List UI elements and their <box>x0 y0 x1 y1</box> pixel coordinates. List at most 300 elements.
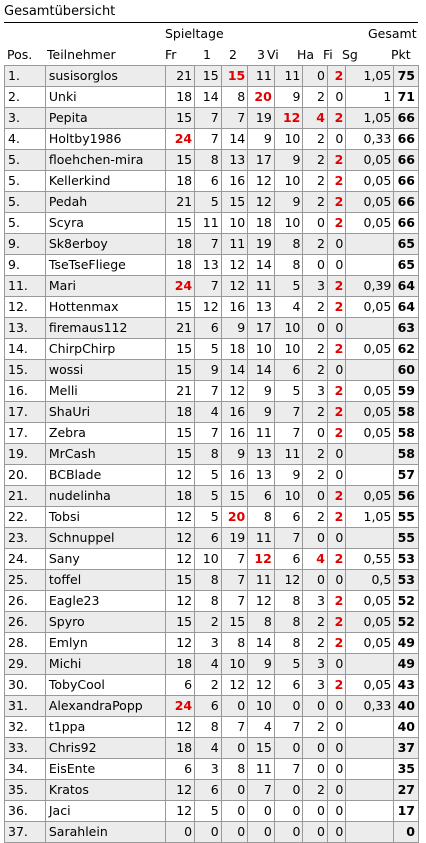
vi-cell: 12 <box>274 570 303 591</box>
fi-cell: 2 <box>327 171 345 192</box>
fi-cell: 2 <box>327 192 345 213</box>
vi-cell: 9 <box>274 150 303 171</box>
header-sg: Sg <box>342 47 358 62</box>
table-row <box>5 360 419 381</box>
points-total: 63 <box>394 318 419 339</box>
vi-cell: 10 <box>274 486 303 507</box>
sheet-title: Gesamtübersicht <box>4 4 116 19</box>
s3-cell: 20 <box>248 87 275 108</box>
fi-cell: 0 <box>327 822 345 843</box>
fr-cell: 12 <box>166 633 195 654</box>
fr-cell: 18 <box>166 234 195 255</box>
points-total: 56 <box>394 486 419 507</box>
fi-cell: 2 <box>327 276 345 297</box>
table-row <box>5 297 419 318</box>
s2-cell: 0 <box>221 780 248 801</box>
s1-cell: 8 <box>195 591 222 612</box>
fr-cell: 18 <box>166 87 195 108</box>
s2-cell: 15 <box>221 66 248 87</box>
table-row <box>5 801 419 822</box>
fr-cell: 24 <box>166 129 195 150</box>
participant-name: EisEnte <box>45 759 166 780</box>
position-cell: 24. <box>5 549 46 570</box>
s3-cell: 4 <box>248 717 275 738</box>
points-total: 49 <box>394 654 419 675</box>
ha-cell: 4 <box>303 549 328 570</box>
vi-cell: 0 <box>274 801 303 822</box>
fr-cell: 0 <box>166 822 195 843</box>
fr-cell: 18 <box>166 654 195 675</box>
ha-cell: 2 <box>303 171 328 192</box>
s2-cell: 8 <box>221 759 248 780</box>
table-row <box>5 591 419 612</box>
table-row <box>5 255 419 276</box>
position-cell: 25. <box>5 570 46 591</box>
points-total: 65 <box>394 255 419 276</box>
sg-cell <box>346 444 394 465</box>
s2-cell: 16 <box>221 297 248 318</box>
table-row <box>5 276 419 297</box>
table-row <box>5 339 419 360</box>
participant-name: Unki <box>45 87 166 108</box>
position-cell: 33. <box>5 738 46 759</box>
participant-name: BCBlade <box>45 465 166 486</box>
table-row <box>5 780 419 801</box>
sg-cell <box>346 780 394 801</box>
fr-cell: 15 <box>166 150 195 171</box>
sg-cell: 0,05 <box>346 486 394 507</box>
fi-cell: 0 <box>327 465 345 486</box>
vi-cell: 8 <box>274 612 303 633</box>
table-row <box>5 171 419 192</box>
participant-name: AlexandraPopp <box>45 696 166 717</box>
vi-cell: 7 <box>274 528 303 549</box>
header-gesamt: Gesamt <box>368 26 417 41</box>
s1-cell: 8 <box>195 717 222 738</box>
ha-cell: 2 <box>303 444 328 465</box>
vi-cell: 9 <box>274 192 303 213</box>
s3-cell: 11 <box>248 759 275 780</box>
header-fr: Fr <box>165 47 177 62</box>
participant-name: Spyro <box>45 612 166 633</box>
s1-cell: 3 <box>195 633 222 654</box>
vi-cell: 10 <box>274 171 303 192</box>
participant-name: Schnuppel <box>45 528 166 549</box>
points-total: 57 <box>394 465 419 486</box>
s1-cell: 10 <box>195 549 222 570</box>
points-total: 17 <box>394 801 419 822</box>
s1-cell: 12 <box>195 297 222 318</box>
sg-cell: 1 <box>346 87 394 108</box>
s1-cell: 7 <box>195 108 222 129</box>
participant-name: Michi <box>45 654 166 675</box>
vi-cell: 6 <box>274 360 303 381</box>
fr-cell: 12 <box>166 717 195 738</box>
standings-table <box>4 65 419 843</box>
position-cell: 32. <box>5 717 46 738</box>
sg-cell <box>346 318 394 339</box>
fr-cell: 24 <box>166 696 195 717</box>
s3-cell: 11 <box>248 276 275 297</box>
points-total: 53 <box>394 570 419 591</box>
position-cell: 15. <box>5 360 46 381</box>
points-total: 64 <box>394 297 419 318</box>
title-underline <box>4 22 418 23</box>
s1-cell: 13 <box>195 255 222 276</box>
position-cell: 3. <box>5 108 46 129</box>
ha-cell: 2 <box>303 402 328 423</box>
s3-cell: 12 <box>248 171 275 192</box>
s1-cell: 7 <box>195 129 222 150</box>
ha-cell: 2 <box>303 339 328 360</box>
fi-cell: 0 <box>327 87 345 108</box>
fi-cell: 2 <box>327 339 345 360</box>
points-total: 58 <box>394 402 419 423</box>
position-cell: 36. <box>5 801 46 822</box>
s1-cell: 6 <box>195 528 222 549</box>
position-cell: 37. <box>5 822 46 843</box>
s2-cell: 16 <box>221 465 248 486</box>
s1-cell: 5 <box>195 339 222 360</box>
header-spieltag-3: 3 <box>257 47 265 62</box>
sg-cell <box>346 528 394 549</box>
sg-cell: 0,05 <box>346 297 394 318</box>
points-total: 62 <box>394 339 419 360</box>
position-cell: 19. <box>5 444 46 465</box>
fi-cell: 0 <box>327 780 345 801</box>
s3-cell: 12 <box>248 675 275 696</box>
participant-name: Pepita <box>45 108 166 129</box>
fr-cell: 21 <box>166 192 195 213</box>
table-row <box>5 465 419 486</box>
position-cell: 23. <box>5 528 46 549</box>
ha-cell: 0 <box>303 738 328 759</box>
header-fi: Fi <box>323 47 333 62</box>
s2-cell: 0 <box>221 801 248 822</box>
sg-cell: 1,05 <box>346 108 394 129</box>
s2-cell: 8 <box>221 633 248 654</box>
participant-name: Chris92 <box>45 738 166 759</box>
fi-cell: 2 <box>327 549 345 570</box>
fr-cell: 21 <box>166 66 195 87</box>
s2-cell: 7 <box>221 591 248 612</box>
points-total: 0 <box>394 822 419 843</box>
fi-cell: 0 <box>327 234 345 255</box>
sg-cell: 0,05 <box>346 339 394 360</box>
s2-cell: 7 <box>221 570 248 591</box>
position-cell: 17. <box>5 402 46 423</box>
sg-cell: 1,05 <box>346 66 394 87</box>
s2-cell: 7 <box>221 549 248 570</box>
fi-cell: 2 <box>327 297 345 318</box>
fi-cell: 0 <box>327 255 345 276</box>
fr-cell: 18 <box>166 402 195 423</box>
fr-cell: 12 <box>166 780 195 801</box>
points-total: 49 <box>394 633 419 654</box>
table-row <box>5 612 419 633</box>
position-cell: 4. <box>5 129 46 150</box>
points-total: 65 <box>394 234 419 255</box>
points-total: 75 <box>394 66 419 87</box>
table-row <box>5 696 419 717</box>
ha-cell: 3 <box>303 675 328 696</box>
points-total: 55 <box>394 528 419 549</box>
fr-cell: 15 <box>166 360 195 381</box>
sg-cell: 0,05 <box>346 171 394 192</box>
participant-name: Kratos <box>45 780 166 801</box>
sg-cell: 0,05 <box>346 591 394 612</box>
table-row <box>5 486 419 507</box>
s1-cell: 4 <box>195 654 222 675</box>
sg-cell <box>346 717 394 738</box>
participant-name: Sany <box>45 549 166 570</box>
table-row <box>5 108 419 129</box>
sg-cell: 0,05 <box>346 150 394 171</box>
ha-cell: 2 <box>303 360 328 381</box>
fr-cell: 15 <box>166 423 195 444</box>
fr-cell: 12 <box>166 549 195 570</box>
vi-cell: 8 <box>274 633 303 654</box>
table-row <box>5 528 419 549</box>
s2-cell: 10 <box>221 213 248 234</box>
s3-cell: 14 <box>248 360 275 381</box>
s3-cell: 13 <box>248 297 275 318</box>
ha-cell: 0 <box>303 255 328 276</box>
sg-cell: 0,05 <box>346 192 394 213</box>
header-ha: Ha <box>297 47 315 62</box>
participant-name: floehchen-mira <box>45 150 166 171</box>
participant-name: ChirpChirp <box>45 339 166 360</box>
table-row <box>5 444 419 465</box>
participant-name: Sk8erboy <box>45 234 166 255</box>
vi-cell: 0 <box>274 822 303 843</box>
fi-cell: 2 <box>327 108 345 129</box>
fr-cell: 18 <box>166 486 195 507</box>
vi-cell: 9 <box>274 465 303 486</box>
table-row <box>5 717 419 738</box>
s3-cell: 9 <box>248 129 275 150</box>
table-row <box>5 759 419 780</box>
fr-cell: 21 <box>166 318 195 339</box>
points-total: 35 <box>394 759 419 780</box>
fi-cell: 0 <box>327 528 345 549</box>
sg-cell <box>346 234 394 255</box>
fi-cell: 2 <box>327 66 345 87</box>
table-row <box>5 549 419 570</box>
s1-cell: 6 <box>195 696 222 717</box>
sg-cell <box>346 654 394 675</box>
sg-cell: 0,5 <box>346 570 394 591</box>
s3-cell: 6 <box>248 486 275 507</box>
fr-cell: 12 <box>166 801 195 822</box>
position-cell: 2. <box>5 87 46 108</box>
ha-cell: 2 <box>303 465 328 486</box>
participant-name: Pedah <box>45 192 166 213</box>
vi-cell: 11 <box>274 444 303 465</box>
points-total: 66 <box>394 129 419 150</box>
ha-cell: 0 <box>303 318 328 339</box>
table-row <box>5 192 419 213</box>
s3-cell: 12 <box>248 192 275 213</box>
s3-cell: 17 <box>248 318 275 339</box>
s2-cell: 14 <box>221 129 248 150</box>
points-total: 37 <box>394 738 419 759</box>
s3-cell: 18 <box>248 213 275 234</box>
vi-cell: 10 <box>274 213 303 234</box>
s2-cell: 12 <box>221 381 248 402</box>
fr-cell: 15 <box>166 339 195 360</box>
s2-cell: 16 <box>221 423 248 444</box>
s1-cell: 5 <box>195 801 222 822</box>
s3-cell: 14 <box>248 633 275 654</box>
vi-cell: 8 <box>274 255 303 276</box>
sg-cell <box>346 801 394 822</box>
s2-cell: 16 <box>221 171 248 192</box>
ha-cell: 3 <box>303 381 328 402</box>
header-spieltag-1: 1 <box>203 47 211 62</box>
s1-cell: 0 <box>195 822 222 843</box>
participant-name: Mari <box>45 276 166 297</box>
points-total: 27 <box>394 780 419 801</box>
s2-cell: 20 <box>221 507 248 528</box>
s1-cell: 14 <box>195 87 222 108</box>
sg-cell: 0,39 <box>346 276 394 297</box>
header-vi: Vi <box>267 47 279 62</box>
participant-name: Holtby1986 <box>45 129 166 150</box>
fr-cell: 12 <box>166 528 195 549</box>
points-total: 64 <box>394 276 419 297</box>
position-cell: 5. <box>5 150 46 171</box>
sg-cell: 0,05 <box>346 381 394 402</box>
position-cell: 26. <box>5 591 46 612</box>
table-row <box>5 633 419 654</box>
s2-cell: 12 <box>221 675 248 696</box>
sg-cell <box>346 465 394 486</box>
fr-cell: 18 <box>166 255 195 276</box>
sg-cell: 0,05 <box>346 675 394 696</box>
s2-cell: 19 <box>221 528 248 549</box>
ha-cell: 4 <box>303 108 328 129</box>
s2-cell: 15 <box>221 192 248 213</box>
fr-cell: 15 <box>166 612 195 633</box>
vi-cell: 0 <box>274 696 303 717</box>
table-row <box>5 402 419 423</box>
sg-cell: 0,05 <box>346 402 394 423</box>
points-total: 66 <box>394 171 419 192</box>
participant-name: Zebra <box>45 423 166 444</box>
s3-cell: 8 <box>248 612 275 633</box>
points-total: 66 <box>394 108 419 129</box>
participant-name: Hottenmax <box>45 297 166 318</box>
fi-cell: 2 <box>327 423 345 444</box>
ha-cell: 0 <box>303 759 328 780</box>
sg-cell <box>346 738 394 759</box>
fr-cell: 15 <box>166 108 195 129</box>
participant-name: Jaci <box>45 801 166 822</box>
vi-cell: 7 <box>274 423 303 444</box>
position-cell: 11. <box>5 276 46 297</box>
s2-cell: 18 <box>221 339 248 360</box>
s2-cell: 0 <box>221 738 248 759</box>
ha-cell: 0 <box>303 213 328 234</box>
header-pkt: Pkt <box>391 47 411 62</box>
vi-cell: 10 <box>274 318 303 339</box>
ha-cell: 2 <box>303 192 328 213</box>
s2-cell: 9 <box>221 318 248 339</box>
vi-cell: 12 <box>274 108 303 129</box>
points-total: 43 <box>394 675 419 696</box>
vi-cell: 7 <box>274 759 303 780</box>
fr-cell: 6 <box>166 759 195 780</box>
table-row <box>5 66 419 87</box>
header-teilnehmer: Teilnehmer <box>47 47 116 62</box>
s1-cell: 2 <box>195 675 222 696</box>
sg-cell: 0,05 <box>346 633 394 654</box>
sg-cell <box>346 822 394 843</box>
points-total: 66 <box>394 192 419 213</box>
fi-cell: 2 <box>327 507 345 528</box>
participant-name: ShaUri <box>45 402 166 423</box>
fi-cell: 2 <box>327 612 345 633</box>
sg-cell: 0,33 <box>346 696 394 717</box>
points-total: 66 <box>394 213 419 234</box>
position-cell: 5. <box>5 171 46 192</box>
fi-cell: 0 <box>327 318 345 339</box>
position-cell: 9. <box>5 234 46 255</box>
points-total: 52 <box>394 591 419 612</box>
table-row <box>5 129 419 150</box>
points-total: 40 <box>394 717 419 738</box>
s2-cell: 11 <box>221 234 248 255</box>
position-cell: 1. <box>5 66 46 87</box>
ha-cell: 2 <box>303 633 328 654</box>
ha-cell: 0 <box>303 528 328 549</box>
vi-cell: 8 <box>274 591 303 612</box>
fi-cell: 0 <box>327 654 345 675</box>
participant-name: Emlyn <box>45 633 166 654</box>
sg-cell: 1,05 <box>346 507 394 528</box>
s1-cell: 7 <box>195 381 222 402</box>
fr-cell: 15 <box>166 213 195 234</box>
participant-name: firemaus112 <box>45 318 166 339</box>
position-cell: 29. <box>5 654 46 675</box>
ha-cell: 0 <box>303 570 328 591</box>
s3-cell: 19 <box>248 234 275 255</box>
ha-cell: 2 <box>303 717 328 738</box>
vi-cell: 6 <box>274 549 303 570</box>
points-total: 71 <box>394 87 419 108</box>
s2-cell: 10 <box>221 654 248 675</box>
s3-cell: 14 <box>248 255 275 276</box>
fi-cell: 0 <box>327 444 345 465</box>
ha-cell: 3 <box>303 276 328 297</box>
ha-cell: 0 <box>303 696 328 717</box>
s3-cell: 10 <box>248 696 275 717</box>
ha-cell: 2 <box>303 297 328 318</box>
fi-cell: 0 <box>327 738 345 759</box>
s3-cell: 10 <box>248 339 275 360</box>
points-total: 66 <box>394 150 419 171</box>
s3-cell: 8 <box>248 507 275 528</box>
ha-cell: 0 <box>303 801 328 822</box>
participant-name: Sarahlein <box>45 822 166 843</box>
position-cell: 22. <box>5 507 46 528</box>
vi-cell: 0 <box>274 738 303 759</box>
s3-cell: 7 <box>248 780 275 801</box>
s1-cell: 6 <box>195 171 222 192</box>
position-cell: 21. <box>5 486 46 507</box>
fr-cell: 15 <box>166 297 195 318</box>
